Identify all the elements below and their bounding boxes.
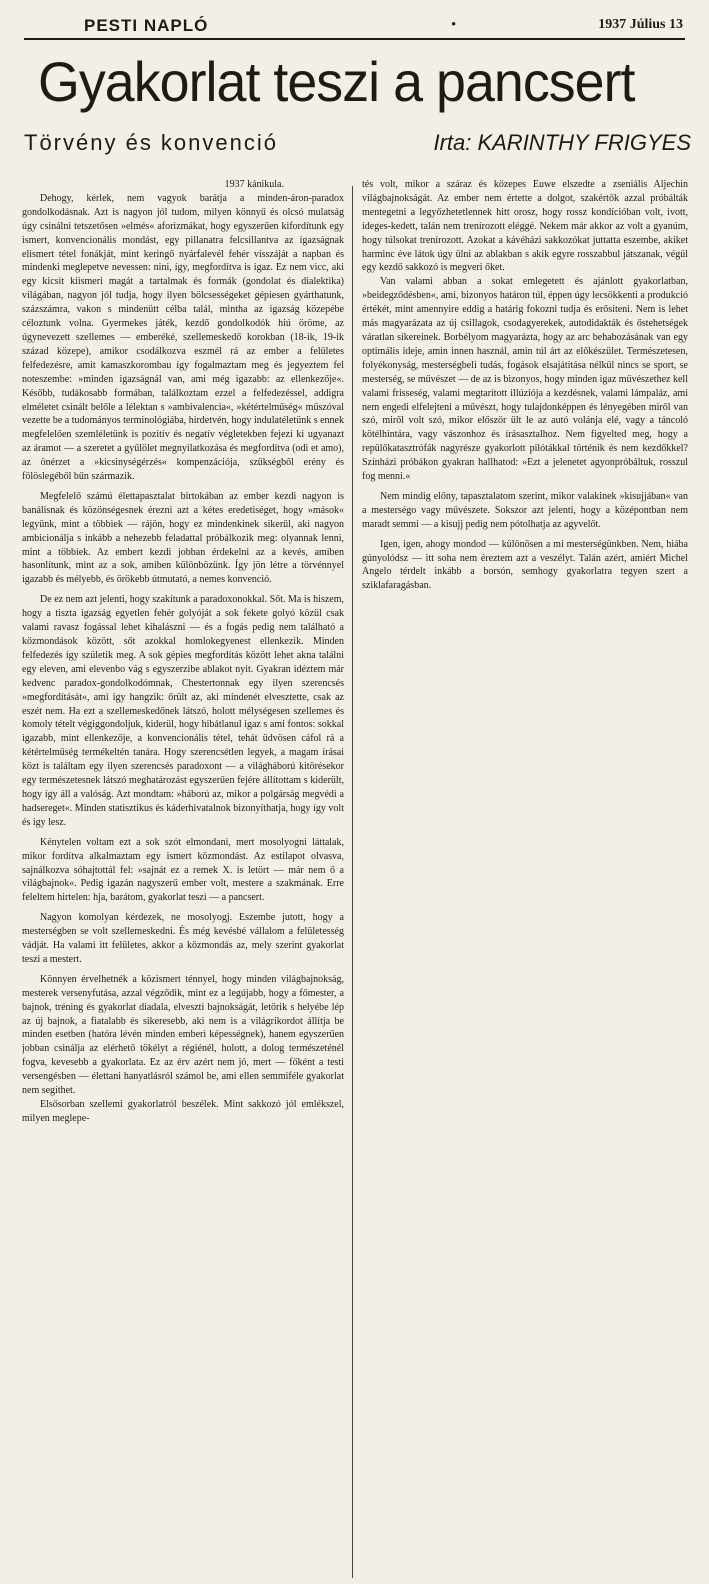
paragraph: Nem mindig előny, tapasztalatom szerint, mikor valakinek »kisujjában« van a mesterségo vagy művészete. Sokszor azt jelenti, hogy a középontban nem maradt semmi — a kisujj pedig nem pótolhatja az agyvelőt. xyxy=(362,490,688,530)
paragraph: Kénytelen voltam ezt a sok szót elmondani, mert mosolyogni láttalak, mikor fordítva alkalmaztam egy ismert közmondást. Az estilapot olvasva, sajnálkozva sóhajtottál fel: »sajnát ez a remek X. is letört — már nem ő a világbajnok«. Pedig igazán nagyszerű ember volt, mestere a szakmának. Erre feleltem hirtelen: hja, barátom, gyakorlat teszi — a pancsert. xyxy=(22,836,344,904)
article-subtitle: Törvény és konvenció xyxy=(24,130,278,155)
paragraph: De ez nem azt jelenti, hogy szakítunk a paradoxonokkal. Sőt. Ma is hiszem, hogy a tiszta igazság egyetlen fehér golyóját a sok fekete golyó közül csak valami ravasz fogással lehet kihalászni — és a fogás pedig nem található a közmondások között, sőt azokkal homlokegyenest ellenkezik. Minden felfedezés így születik meg. A sok gépies megfordítás között lehet akna találni egy eleven, ami elevenbo vág s egyszerzibe ablakot nyit. Gyakran idéztem már kedvenc paradox-gondolkodómnak, Chestertonnak egy ilyen szerencsés »megfordítását«, ami így hangzik: őrült az, aki mindenét elvesztette, csak az eszét nem. Ha ezt a szellemeskedőnek látszó, holott mélységesen szellemes és komoly tételt végiggondoljuk, kiderül, hogy hibátlanul igaz s ami fontos: sokkal igazabb, mint ellenkezője, a konvencionális tétel, tehát üdvösen cáfol rá a kétértelműség termékeltén tanára. Hogy szerencsétlen legyek, a magam írásai közt is találtam egy ilyen szerencsés paradoxont — a világháború kitörésekor egy természetesnek látszó meghatározást egyszerűen fejére állítottam s kiderült, hogy így áll a valóság. Azt mondtam: »háború az, mikor a polgárság megvédi a hadsereget«. Minden statisztikus és káderhivatalnok bizonyíthatja, hogy így volt és így lesz. xyxy=(22,594,344,828)
column-divider xyxy=(352,186,353,1578)
paragraph: tés volt, mikor a száraz és közepes Euwe elszedte a zseniális Aljechin világbajnokságát. Az ember nem értette a dolgot, szakértők azzal próbálták mentegetni a legyőzhetetlennek hitt orosz, hogy rossz kondícióban volt, ivott, ideges-kedett, talán nem trenírozott eléggé. Nekem már akkor az volt a gyanúm, hogy túlsokat trenírozott. Azokat a kávéházi sakkozókat juttatta eszembe, akiket harminc éve látok úgy ülni az ablakban s akik egyre rosszabbul játszanak, végül egy kezdő sakkozó is megveri őket. xyxy=(362,179,688,274)
article-column-left xyxy=(22,178,344,1573)
paragraph: Igen, igen, ahogy mondod — különösen a mi mesterségünkben. Nem, hiába gúnyolódsz — itt soha nem éreztem azt a veszélyt. Talán azért, amiért Michel Angelo térdelt inkább a borsón, semhogy gyakorlatra tegyen szert a sziklafaragásban. xyxy=(362,538,688,592)
paragraph: Van valami abban a sokat emlegetett és ajánlott gyakorlatban, »beidegződésben«, ami, bizonyos határon túl, éppen úgy lecsökkenti a produkció értékét, mint amennyire eddig a határig fokozni tudja és erősíteni. Nem is lehet más magyarázata az új csillagok, csodagyerekek, autodidakták és őstehetségek váratlan sikereinek. Borbélyom magyarázta, hogy az arc behabozásának van egy optimális ideje, amin innen használ, amin túl árt az előkészület. Természetesen, folyékonyság, mesterségbeli tudás, fogások elsajátítása nélkül nincs se sport, se mesterség, se művészet — de az is bizonyos, hogy minden igaz művészethez kell valami frisseség, valami megtarított illúziója a kezdésnek, valami lámpaláz, ami nem engedi elfelejteni a művészt, hogy tulajdonképpen és lényegében miről van szó, miről volt szó, mikor először ült le az autó volánja elé, vagy a táncoló kötélhintára, vagy vászonhoz és írásasztalhoz. Nem figyelted meg, hogy a repülőkatasztrófák nagyrésze gyakorlott pilótákkal történik és nem kezdőkkel? Színházi próbákon gyakran hallhatod: »Ezt a jelenetet agyonpróbáltuk, rosszul fog menni.« xyxy=(362,276,688,483)
paragraph: Dehogy, kérlek, nem vagyok barátja a minden-áron-paradox gondolkodásnak. Azt is nagyon jól tudom, milyen könnyű és olcsó mulatság úgy csinálni tetszetősen »elmés« aforizmákat, hogy egyszerűen kifordítunk egy ismert, konvencionális mondást, egy pillanatra felcsillantva az igazságnak elismert tétel fonákját, mint keringő nyárfalevél fehér visszáját a napban és mindenki meglepetve nevessen: nini, így, megfordítva is igaz. Ez nem vicc, aki egy kicsit kiismeri magát a tartalmak és formák (gondolat és dialektika) világában, nagyon jól tudja, hogy ilyen bölcsességeket gépiesen gyárthatunk, százszámra, vakon s mindenütt célba talál, mintha az igazság közepébe céloztunk volna. Gyermekes játék, kezdő gondolkodók hiú öröme, az úgynevezett szellemes — emberéké, szellemeskedő korokban (18-ik, 19-ik század közepe), amikor csodálkozva eszmél rá az ember a felületes felfedezésre, amit kamaszkorombau így fogalmaztam meg és jegyeztem fel noteszembe: »minden igazságnál van, ami még igazabb: az ellenkezője«. Később, tudákosabb formában, találkoztam ezzel a felfedezéssel, addigra elméletet csinált belőle a lélektan s »ambivalencia«, »kétértelműség« műszóval vezette be a tudományos terminológiába, hirdetvén, hogy indulatéletünk s ennek megfelelően szemléletünk is pozitív és negatív végletekben fejezi ki ugyanazt az áramot — a szeretet a gyűlölet megnyilatkozása és megfordítva (odi et amo), az önérzet a »kicsinységérzés« kompenzációja, szükségből erény és fölöslegéből bűn származik. xyxy=(22,192,344,483)
paragraph: Elsősorban szellemi gyakorlatról beszélek. Mint sakkozó jól emlékszel, milyen meglepe- xyxy=(22,1099,344,1124)
article-byline: Irta: KARINTHY FRIGYES xyxy=(433,130,691,155)
newspaper-name: PESTI NAPLÓ xyxy=(84,16,209,35)
article-headline: Gyakorlat teszi a pancsert xyxy=(38,50,635,113)
issue-date: 1937 Július 13 xyxy=(598,17,683,32)
masthead-separator: • xyxy=(451,17,457,33)
paragraph: Könnyen érvelhetnék a közismert ténnyel, hogy minden világbajnokság, mesterek versenyfutása, azzal végződik, mint ez a legújabb, hogy a főmester, a bajnok, tréning és gyakorlat diadala, elveszti bajnokságát, letörik s helyébe lép az új bajnok, a fiatalabb és sikeresebb, aki nem is a világrikordot állítja be minden esetben (hatóra lévén minden emberi képességnek), hanem egyszerűen jobban csinálja az elérhető tökélyt a régiénél, holott, a dolog természeténél fogva, kevesebb a gyakorlata. Ez az érv azért nem jó, mert — főként a testi versengésben — élettani hanyatlásról számol be, ami ellen semmiféle gyakorlat nem segíthet. xyxy=(22,973,344,1097)
article-column-right xyxy=(362,178,688,818)
article-dateline: 1937 kánikula. xyxy=(224,179,284,190)
masthead xyxy=(24,16,685,40)
paragraph: Nagyon komolyan kérdezek, ne mosolyogj. Eszembe jutott, hogy a mesterségben se volt szellemeskedni. És még kevésbé vállalom a felületesség vádját. Ha valami itt felületes, akkor a közmondás az, mely szerint gyakorlat teszi a mestert. xyxy=(22,912,344,965)
paragraph: Megfelelő számú élettapasztalat birtokában az ember kezdi nagyon is banálisnak és közönségesnek érezni azt a kétes eredetiséget, hogy »mások« legyünk, mint a többiek — rájön, hogy ez mindenkinek sikerül, aki nagyon ambicionálja s inkább a nehezebb feladattal próbálkozik meg: olyannak lenni, mint a többiek. Az embert kezdi jobban érdekelni az a kevés, amiben hasonlítunk, mint az a sok, amiben különbözünk. Így jön létre a törvénnyel igazabb és mélyebb, és örökebb útmutató, a nemes konvenció. xyxy=(22,490,344,586)
